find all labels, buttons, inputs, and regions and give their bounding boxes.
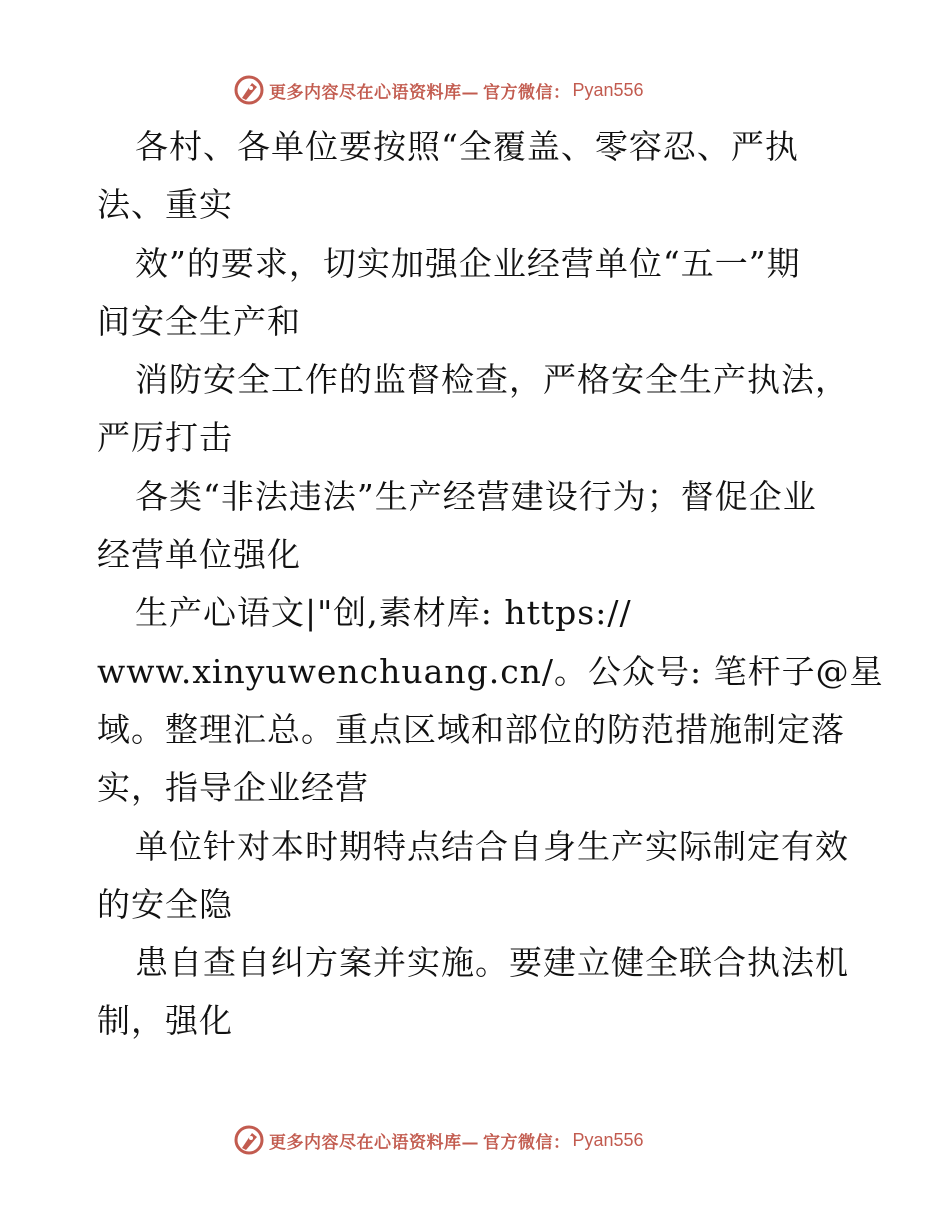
text-line: 各类“非法违法”生产经营建设行为；督促企业: [135, 476, 817, 516]
text-line: 单位针对本时期特点结合自身生产实际制定有效: [135, 826, 849, 866]
banner-text: 更多内容尽在心语资料库—: [269, 1132, 479, 1153]
text-line: 的安全隐: [97, 884, 233, 924]
wechat-label: 官方微信：: [483, 1132, 571, 1153]
footer-watermark-banner: [233, 1120, 753, 1160]
text-line: www.xinyuwenchuang.cn/。公众号: 笔杆子@星: [97, 651, 884, 691]
text-line: 患自查自纠方案并实施。要建立健全联合执法机: [135, 943, 849, 983]
banner-text: 更多内容尽在心语资料库—: [269, 82, 479, 103]
header-watermark-banner: [233, 70, 753, 110]
wechat-id: Pyan556: [572, 79, 644, 100]
wechat-id: Pyan556: [572, 1129, 644, 1150]
document-body: [97, 118, 884, 1051]
text-line: 生产心语文|"创,素材库: https://: [135, 593, 632, 633]
text-line: 效”的要求，切实加强企业经营单位“五一”期: [135, 243, 801, 283]
text-line: 严厉打击: [97, 418, 233, 458]
text-line: 经营单位强化: [97, 535, 301, 575]
text-line: 制，强化: [97, 1001, 233, 1041]
text-line: 间安全生产和: [97, 301, 301, 341]
wechat-label: 官方微信：: [483, 82, 571, 103]
text-line: 各村、各单位要按照“全覆盖、零容忍、严执: [135, 127, 799, 166]
text-line: 消防安全工作的监督检查，严格安全生产执法，: [135, 360, 849, 400]
text-line: 域。整理汇总。重点区域和部位的防范措施制定落: [97, 709, 845, 749]
pen-nib-circle-icon: [233, 74, 265, 106]
text-line: 法、重实: [97, 185, 233, 225]
pen-nib-circle-icon: [233, 1124, 265, 1156]
text-line: 实，指导企业经营: [97, 768, 369, 808]
